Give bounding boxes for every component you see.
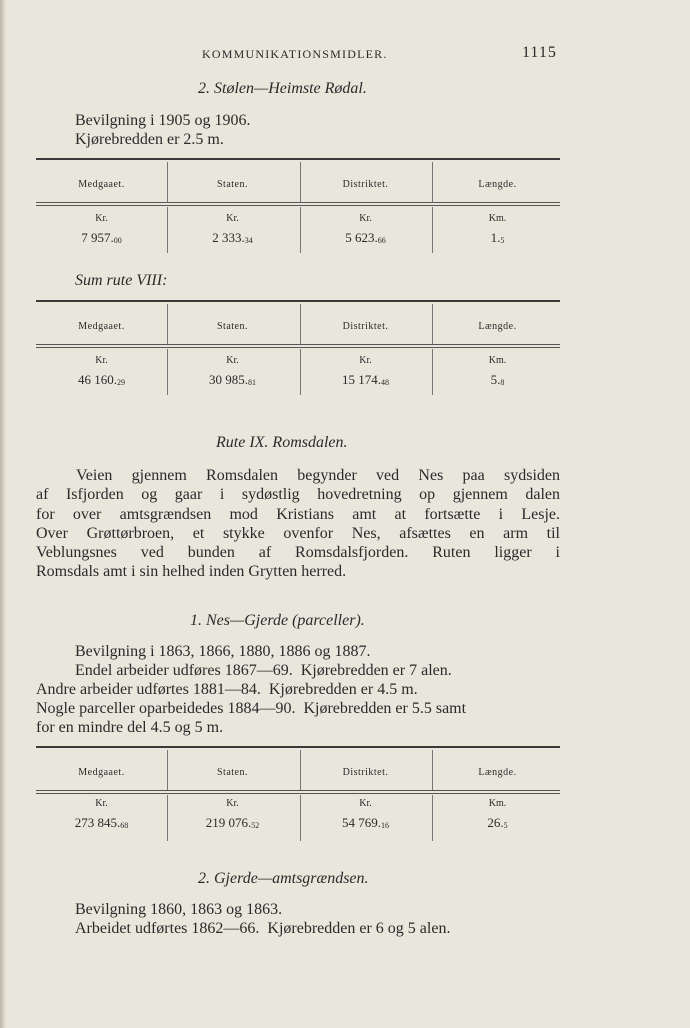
unit-kr: Kr. — [95, 355, 108, 366]
table-nes-gjerde — [36, 746, 560, 842]
paragraph-line: for over amtsgrændsen mod Kristians amt at fortsætte i Lesje. — [36, 505, 560, 523]
unit-kr: Kr. — [226, 213, 239, 224]
header-distriktet: Distriktet. — [342, 179, 389, 190]
nes-line-3: Andre arbeider udførtes 1881—84. Kjørebredden er 4.5 m. — [36, 681, 418, 698]
paragraph-line: af Isfjorden og gaar i sydøstlig hovedretning op gjennem dalen — [36, 486, 560, 504]
unit-km: Km. — [488, 798, 507, 809]
unit-kr: Kr. — [359, 213, 372, 224]
table-sum-viii — [36, 300, 560, 396]
section-title-rute-ix: Rute IX. Romsdalen. — [216, 434, 348, 451]
unit-kr: Kr. — [359, 798, 372, 809]
value-distriktet: 5 $623._{66}$ — [345, 230, 386, 245]
nes-line-5: for en mindre del 4.5 og 5 m. — [36, 719, 224, 736]
unit-kr: Kr. — [95, 213, 108, 224]
nes-line-1: Bevilgning i 1863, 1866, 1880, 1886 og 1887. — [75, 643, 371, 660]
header-laengde: Længde. — [478, 179, 517, 190]
section-title-stolen: 2. Stølen—Heimste Rødal. — [198, 80, 367, 97]
unit-km: Km. — [488, 355, 507, 366]
page-number: 1115 — [522, 44, 557, 61]
stolen-line-1: Bevilgning i 1905 og 1906. — [75, 112, 251, 129]
section-title-nes-gjerde: 1. Nes—Gjerde (parceller). — [190, 612, 365, 629]
value-laengde: $1._5$ — [490, 230, 505, 245]
rute-ix-paragraph — [36, 466, 560, 582]
section-title-gjerde: 2. Gjerde—amtsgrændsen. — [198, 870, 369, 887]
unit-km: Km. — [488, 213, 507, 224]
header-laengde: Længde. — [478, 321, 517, 332]
unit-kr: Kr. — [359, 355, 372, 366]
value-medgaaet: 46 $160._{29}$ — [78, 372, 125, 387]
value-distriktet: 54 $769._{16}$ — [342, 815, 389, 830]
running-head: KOMMUNIKATIONSMIDLER. — [202, 47, 388, 61]
page-edge-shadow — [0, 0, 6, 1028]
header-medgaaet: Medgaaet. — [78, 179, 125, 190]
value-laengde: $5._8$ — [490, 372, 505, 387]
section-title-sum-viii: Sum rute VIII: — [75, 272, 168, 289]
value-medgaaet: 7 $957._{00}$ — [81, 230, 122, 245]
gjerde-line-1: Bevilgning 1860, 1863 og 1863. — [75, 901, 283, 918]
value-staten: 2 $333._{34}$ — [212, 230, 253, 245]
value-medgaaet: 273 $845._{68}$ — [74, 815, 129, 830]
value-distriktet: 15 $174._{48}$ — [342, 372, 389, 387]
paragraph-line: Over Grøttørbroen, et stykke ovenfor Nes, afsættes en arm til — [36, 524, 560, 542]
paragraph-line: Romsdals amt i sin helhed inden Grytten herred. — [36, 563, 347, 581]
header-laengde: Længde. — [478, 767, 517, 778]
header-distriktet: Distriktet. — [342, 321, 389, 332]
header-distriktet: Distriktet. — [342, 767, 389, 778]
stolen-line-2: Kjørebredden er 2.5 m. — [75, 131, 224, 148]
unit-kr: Kr. — [95, 798, 108, 809]
nes-line-4: Nogle parceller oparbeidedes 1884—90. Kjørebredden er 5.5 samt — [36, 700, 467, 717]
unit-kr: Kr. — [226, 355, 239, 366]
paragraph-line: Veblungsnes ved bunden af Romsdalsfjorden. Ruten ligger i — [36, 544, 560, 562]
unit-kr: Kr. — [226, 798, 239, 809]
table-stolen — [36, 158, 560, 254]
gjerde-line-2: Arbeidet udførtes 1862—66. Kjørebredden er 6 og 5 alen. — [75, 920, 451, 937]
header-staten: Staten. — [217, 179, 248, 190]
paragraph-line: Veien gjennem Romsdalen begynder ved Nes paa sydsiden — [76, 467, 560, 484]
value-staten: 219 $076._{52}$ — [205, 815, 260, 830]
page-header — [0, 44, 690, 64]
nes-line-2: Endel arbeider udføres 1867—69. Kjørebredden er 7 alen. — [75, 662, 452, 679]
header-medgaaet: Medgaaet. — [78, 321, 125, 332]
value-staten: 30 $985._{81}$ — [209, 372, 256, 387]
header-staten: Staten. — [217, 767, 248, 778]
header-medgaaet: Medgaaet. — [78, 767, 125, 778]
value-laengde: $26._5$ — [487, 815, 508, 830]
header-staten: Staten. — [217, 321, 248, 332]
